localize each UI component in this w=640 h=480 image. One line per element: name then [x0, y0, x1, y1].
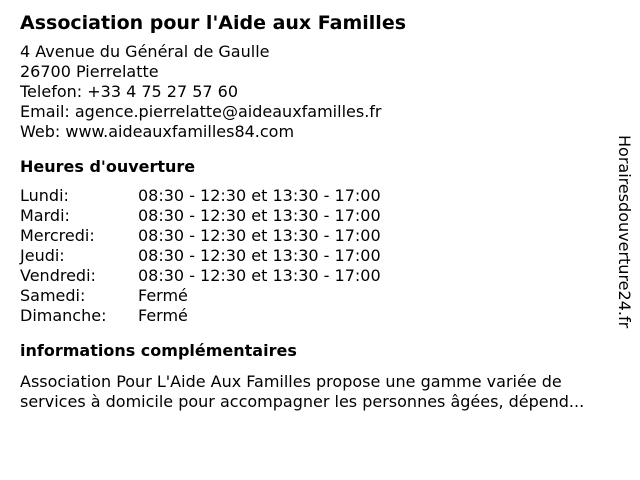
- hours-row-tuesday: [20, 206, 610, 226]
- day-hours: Fermé: [138, 286, 188, 305]
- website: Web: www.aideauxfamilles84.com: [20, 122, 295, 141]
- hours-row-thursday: [20, 246, 610, 266]
- description-line-1: Association Pour L'Aide Aux Familles propose une gamme variée de: [20, 372, 562, 391]
- address-street: 4 Avenue du Général de Gaulle: [20, 42, 270, 61]
- day-label: Jeudi:: [20, 246, 65, 265]
- day-label: Dimanche:: [20, 306, 107, 325]
- business-name: Association pour l'Aide aux Familles: [20, 12, 407, 34]
- email-address: Email: agence.pierrelatte@aideauxfamilles.fr: [20, 102, 382, 121]
- description-line-2: services à domicile pour accompagner les personnes âgées, dépend...: [20, 392, 585, 411]
- hours-row-sunday: [20, 306, 610, 326]
- day-hours: 08:30 - 12:30 et 13:30 - 17:00: [138, 206, 381, 225]
- business-card: [20, 10, 610, 412]
- day-label: Mercredi:: [20, 226, 95, 245]
- day-hours: 08:30 - 12:30 et 13:30 - 17:00: [138, 226, 381, 245]
- address-city: 26700 Pierrelatte: [20, 62, 159, 81]
- hours-row-friday: [20, 266, 610, 286]
- phone-number: Telefon: +33 4 75 27 57 60: [20, 82, 239, 101]
- additional-info-heading: informations complémentaires: [20, 341, 297, 360]
- day-label: Samedi:: [20, 286, 86, 305]
- hours-row-monday: [20, 186, 610, 206]
- day-hours: 08:30 - 12:30 et 13:30 - 17:00: [138, 246, 381, 265]
- day-hours: Fermé: [138, 306, 188, 325]
- hours-row-saturday: [20, 286, 610, 306]
- opening-hours-heading: Heures d'ouverture: [20, 157, 196, 176]
- day-label: Lundi:: [20, 186, 69, 205]
- hours-row-wednesday: [20, 226, 610, 246]
- day-hours: 08:30 - 12:30 et 13:30 - 17:00: [138, 186, 381, 205]
- day-hours: 08:30 - 12:30 et 13:30 - 17:00: [138, 266, 381, 285]
- site-watermark: Horairesdouverture24.fr: [615, 135, 634, 329]
- day-label: Mardi:: [20, 206, 70, 225]
- day-label: Vendredi:: [20, 266, 96, 285]
